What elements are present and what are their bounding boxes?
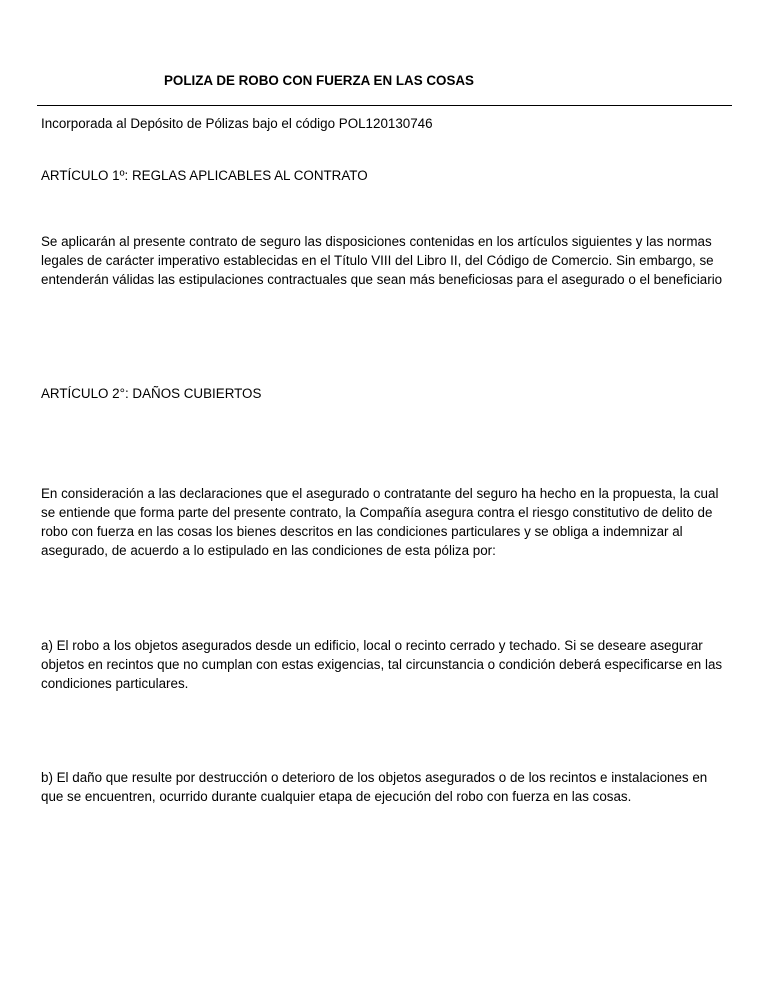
- article2-heading: ARTÍCULO 2°: DAÑOS CUBIERTOS: [41, 386, 262, 401]
- item-a: a) El robo a los objetos asegurados desde un edificio, local o recinto cerrado y techado. Si se deseare asegurar objetos en recintos que no cumplan con estas exigencias, tal circunstancia o condición deberá especificarse en las condiciones particulares.: [41, 638, 723, 691]
- title-divider: [37, 105, 732, 106]
- article2-intro: En consideración a las declaraciones que el asegurado o contratante del seguro ha hecho en la propuesta, la cual se entiende que forma parte del presente contrato, la Compañía asegura contra el riesgo constitutivo de delito de robo con fuerza en las cosas los bienes descritos en las condiciones particulares y se obliga a indemnizar al asegurado, de acuerdo a lo estipulado en las condiciones de esta póliza por:: [41, 486, 719, 558]
- document-title: POLIZA DE ROBO CON FUERZA EN LAS COSAS: [164, 73, 474, 88]
- item-b: b) El daño que resulte por destrucción o deterioro de los objetos asegurados o de los recintos e instalaciones en que se encuentren, ocurrido durante cualquier etapa de ejecución del robo con fuerza en las cosas.: [41, 770, 708, 804]
- article1-text: Se aplicarán al presente contrato de seguro las disposiciones contenidas en los artículos siguientes y las normas legales de carácter imperativo establecidas en el Título VIII del Libro II, del Código de Comercio. Sin embargo, se entenderán válidas las estipulaciones contractuales que sean más beneficiosas para el asegurado o el beneficiario: [41, 234, 723, 287]
- deposit-line: Incorporada al Depósito de Pólizas bajo el código POL120130746: [41, 116, 433, 131]
- article1-heading: ARTÍCULO 1º: REGLAS APLICABLES AL CONTRATO: [41, 168, 368, 183]
